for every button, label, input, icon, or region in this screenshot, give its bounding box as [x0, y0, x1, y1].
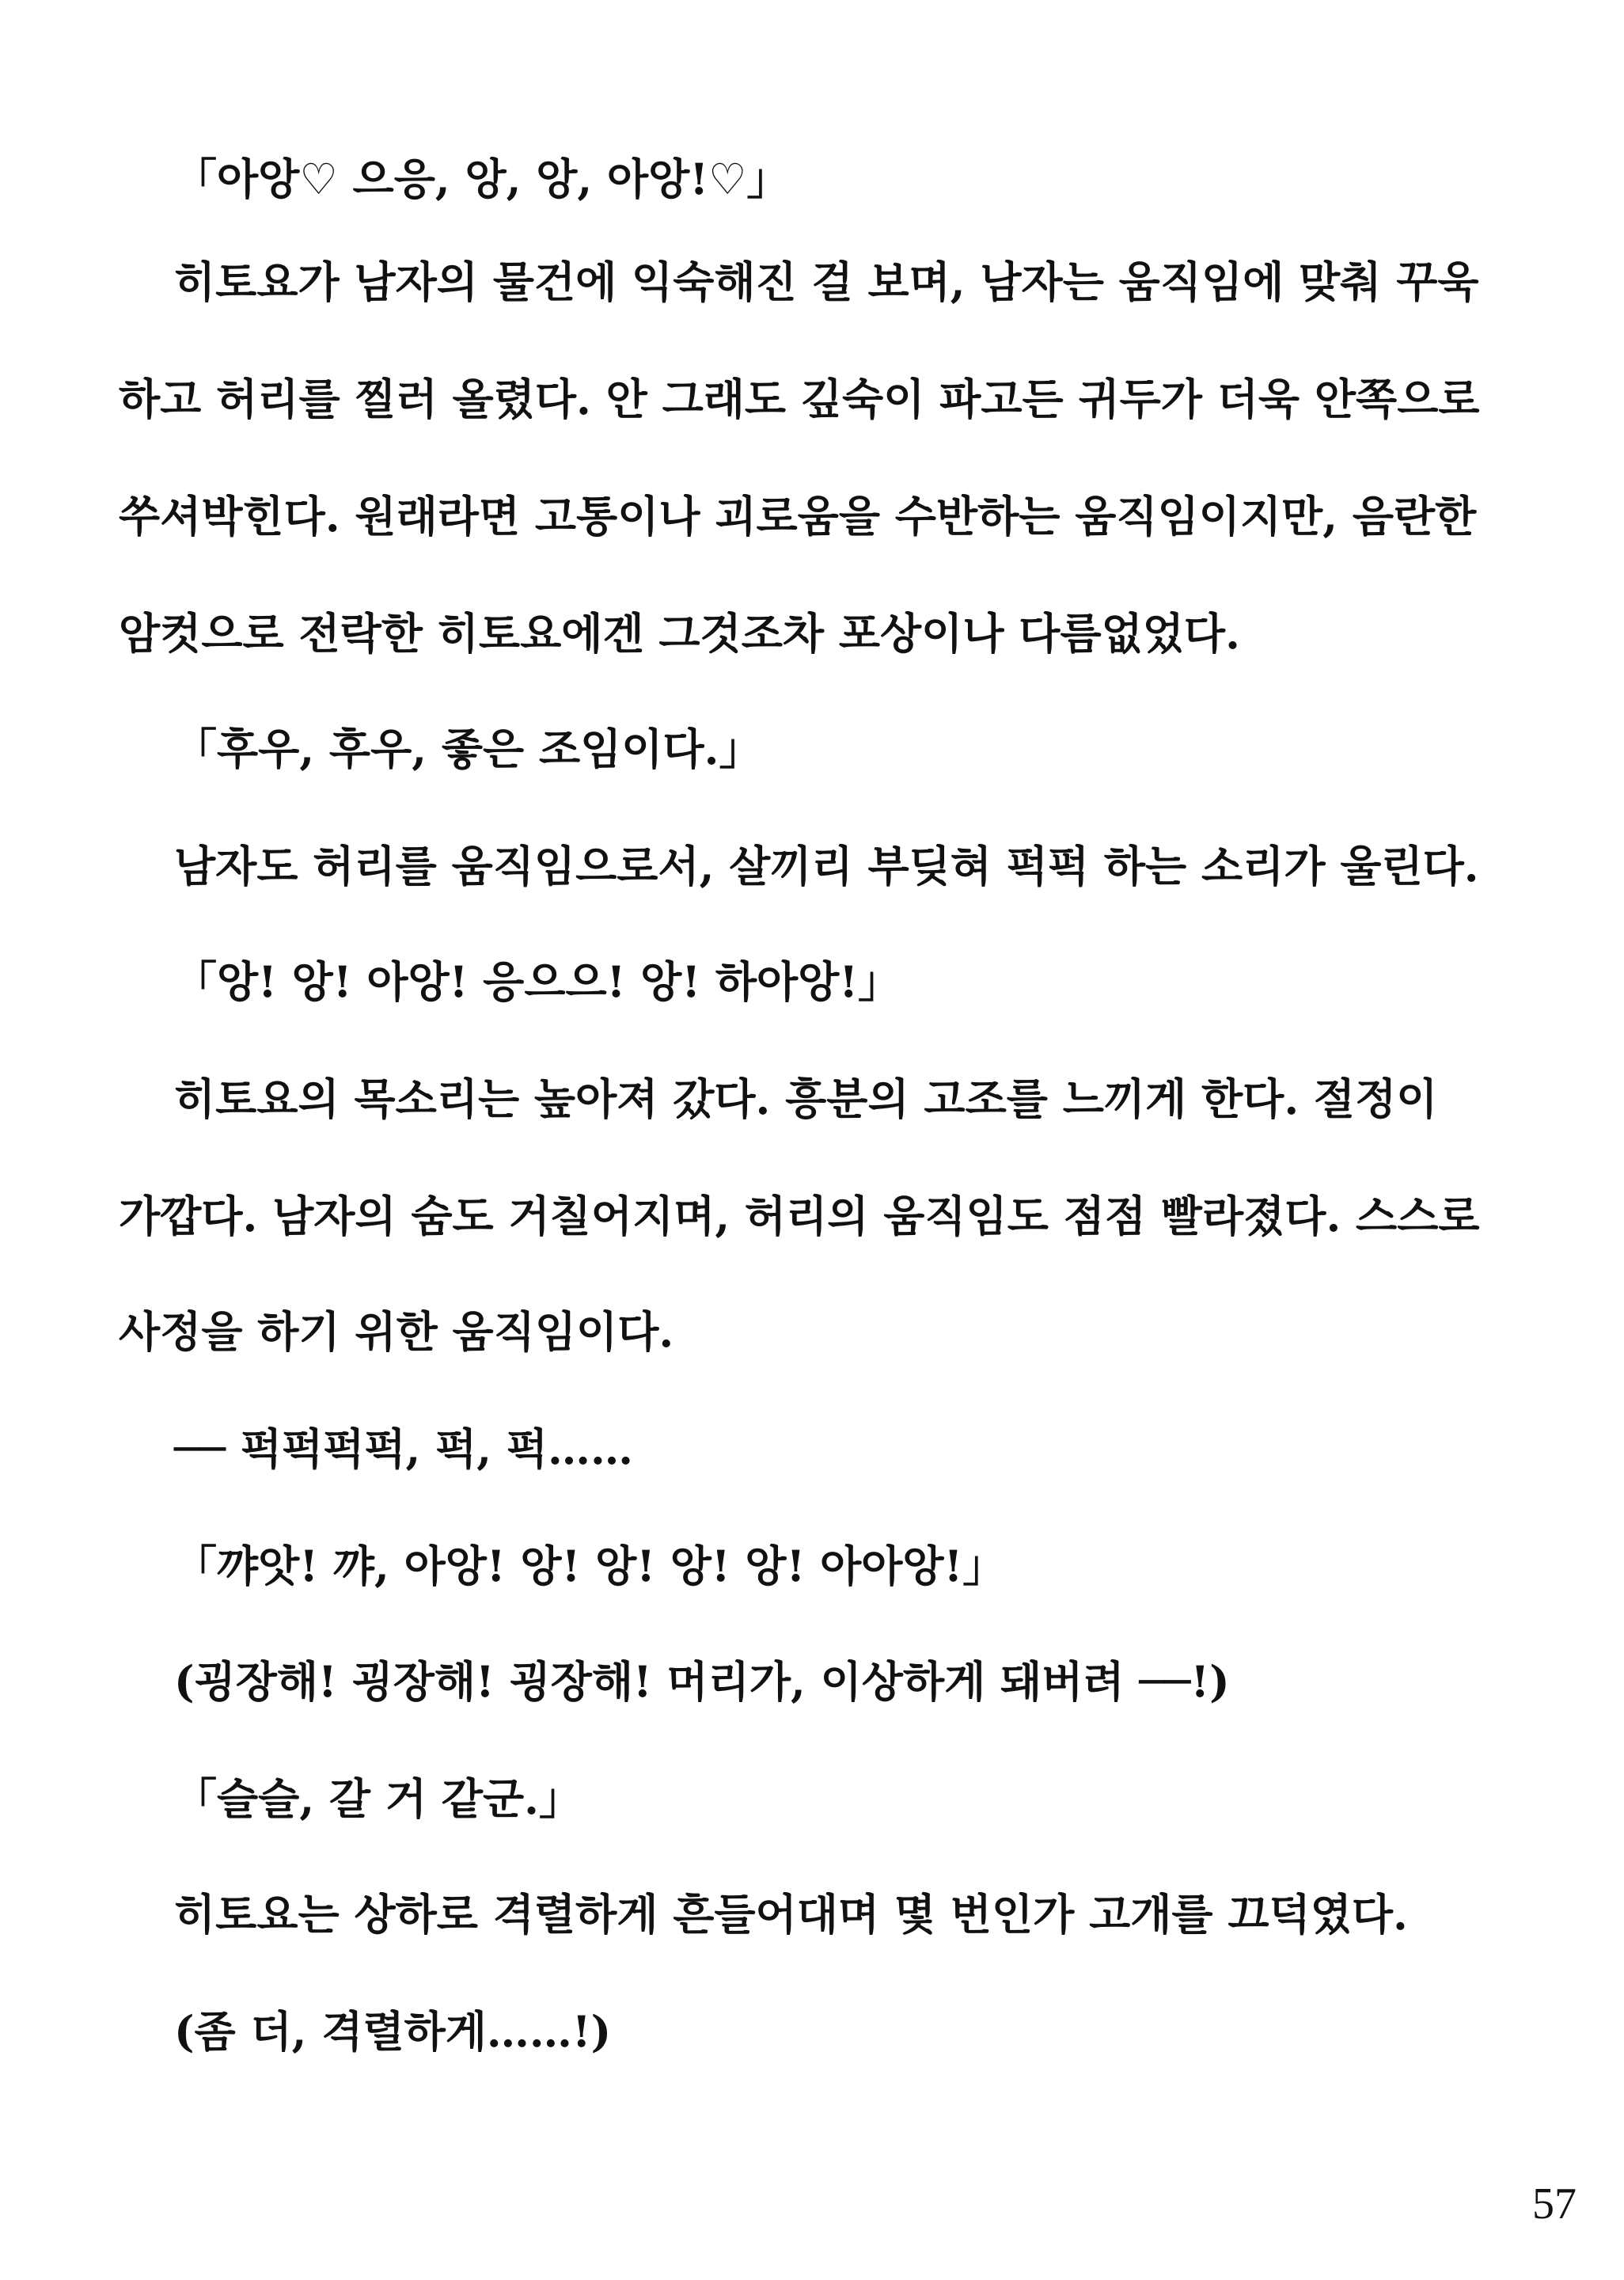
text-line-8: 「앙! 앙! 아앙! 응으으! 앙! 하아앙!」: [174, 956, 901, 1007]
text-line-3: 하고 허리를 찔러 올렸다. 안 그래도 깊숙이 파고든 귀두가 더욱 안쪽으로: [119, 374, 1480, 424]
text-line-6: 「후우, 후우, 좋은 조임이다.」: [174, 724, 762, 774]
text-line-12: ── 퍽퍽퍽퍽, 퍽, 퍽……: [174, 1423, 634, 1474]
text-line-13: 「꺄앗! 꺄, 아앙! 앙! 앙! 앙! 앙! 아아앙!」: [174, 1541, 1006, 1591]
text-line-10: 가깝다. 남자의 숨도 거칠어지며, 허리의 움직임도 점점 빨라졌다. 스스로: [119, 1191, 1480, 1241]
text-line-2: 히토요가 남자의 물건에 익숙해진 걸 보며, 남자는 움직임에 맞춰 꾸욱: [174, 256, 1479, 307]
text-line-11: 사정을 하기 위한 움직임이다.: [119, 1306, 674, 1357]
text-line-1: 「아앙♡ 으응, 앙, 앙, 아앙!♡」: [174, 154, 790, 204]
text-line-15: 「슬슬, 갈 거 같군.」: [174, 1773, 582, 1824]
text-line-14: (굉장해! 굉장해! 굉장해! 머리가, 이상하게 돼버려 ──!): [174, 1656, 1230, 1707]
text-line-9: 히토요의 목소리는 높아져 갔다. 흥분의 고조를 느끼게 한다. 절정이: [174, 1074, 1438, 1124]
text-line-16: 히토요는 상하로 격렬하게 흔들어대며 몇 번인가 고개를 끄덕였다.: [174, 1889, 1408, 1940]
text-line-4: 쑤셔박힌다. 원래라면 고통이나 괴로움을 수반하는 움직임이지만, 음란한: [119, 491, 1477, 542]
text-line-5: 암컷으로 전락한 히토요에겐 그것조차 포상이나 다름없었다.: [119, 608, 1240, 659]
text-line-17: (좀 더, 격렬하게……!): [174, 2006, 612, 2057]
text-line-7: 남자도 허리를 움직임으로서, 살끼리 부딪혀 퍽퍽 하는 소리가 울린다.: [174, 841, 1479, 891]
page-number: 57: [1532, 2179, 1577, 2229]
